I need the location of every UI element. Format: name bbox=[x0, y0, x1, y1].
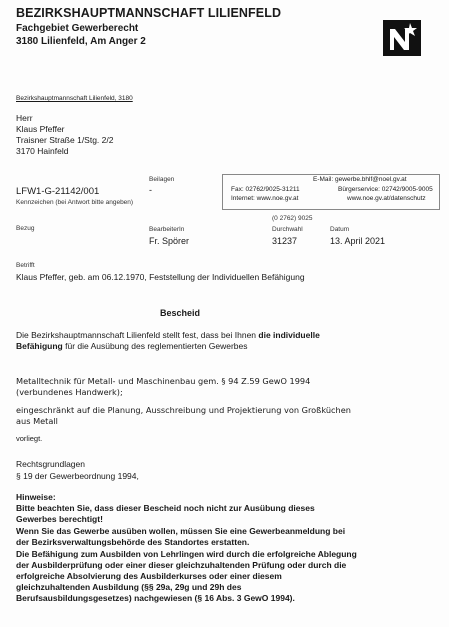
sender-line: Bezirkshauptmannschaft Lilienfeld, 3180 bbox=[16, 95, 133, 102]
authority-address: 3180 Lilienfeld, Am Anger 2 bbox=[16, 36, 146, 47]
recipient-city: 3170 Hainfeld bbox=[16, 146, 69, 156]
recipient-salutation: Herr bbox=[16, 113, 33, 123]
durchwahl-value: 31237 bbox=[272, 236, 298, 246]
service-value: 02742/9005-9005 bbox=[381, 186, 433, 193]
email-value: gewerbe.bhlf@noel.gv.at bbox=[335, 176, 407, 183]
fax-label: Fax: bbox=[231, 186, 244, 193]
bearbeiter-label: BearbeiterIn bbox=[149, 226, 185, 233]
hinweise-line-4: der Bezirksverwaltungsbehörde des Standortes erstatten. bbox=[16, 537, 250, 547]
hinweise-line-9: Berufsausbildungsgesetzes) nachgewiesen (§ 16 Abs. 3 GewO 1994). bbox=[16, 593, 295, 603]
restriction-line-2: aus Metall bbox=[16, 416, 58, 426]
reference-code: LFW1-G-21142/001 bbox=[16, 186, 100, 197]
reference-hint: Kennzeichen (bei Antwort bitte angeben) bbox=[16, 199, 134, 206]
contact-fax bbox=[231, 186, 300, 193]
internet-label: Internet: bbox=[231, 195, 255, 202]
decision-intro-bold-2: Befähigung bbox=[16, 341, 63, 351]
decision-intro-bold-1: die individuelle bbox=[258, 330, 320, 340]
email-label: E-Mail: bbox=[313, 176, 334, 183]
noe-logo-icon bbox=[383, 20, 421, 56]
fax-value: 02762/9025-31211 bbox=[245, 186, 300, 193]
bescheid-title: Bescheid bbox=[160, 308, 201, 318]
betreff-text: Klaus Pfeffer, geb. am 06.12.1970, Feststellung der Individuellen Befähigung bbox=[16, 272, 305, 282]
legal-text: § 19 der Gewerbeordnung 1994, bbox=[16, 471, 139, 481]
phone-prefix: (0 2762) 9025 bbox=[272, 215, 313, 222]
legal-label: Rechtsgrundlagen bbox=[16, 459, 85, 469]
vorliegt-text: vorliegt. bbox=[16, 434, 43, 443]
decision-intro bbox=[16, 330, 436, 352]
recipient-street: Traisner Straße 1/Stg. 2/2 bbox=[16, 135, 114, 145]
recipient-name: Klaus Pfeffer bbox=[16, 124, 65, 134]
decision-intro-text-2: für die Ausübung des reglementierten Gewerbes bbox=[62, 341, 248, 351]
hinweise-line-3: Wenn Sie das Gewerbe ausüben wollen, müssen Sie eine Gewerbeanmeldung bei bbox=[16, 526, 346, 536]
restriction-line-1: eingeschränkt auf die Planung, Ausschreibung und Projektierung von Großküchen bbox=[16, 405, 351, 415]
authority-name: BEZIRKSHAUPTMANNSCHAFT LILIENFELD bbox=[16, 6, 282, 20]
contact-email bbox=[313, 176, 407, 183]
trade-line-1: Metalltechnik für Metall- und Maschinenbau gem. § 94 Z.59 GewO 1994 bbox=[16, 376, 311, 386]
trade-line-2: (verbundenes Handwerk); bbox=[16, 387, 123, 397]
beilagen-value: - bbox=[149, 185, 152, 195]
hinweise-line-2: Gewerbes berechtigt! bbox=[16, 514, 103, 524]
beilagen-label: Beilagen bbox=[149, 176, 175, 183]
contact-internet bbox=[231, 195, 298, 202]
hinweise-line-6: der Ausbilderprüfung oder einer dieser gleichzuhaltenden Prüfung oder durch die bbox=[16, 560, 347, 570]
datum-label: Datum bbox=[330, 226, 350, 233]
hinweise-line-1: Bitte beachten Sie, dass dieser Bescheid noch nicht zur Ausübung dieses bbox=[16, 503, 315, 513]
betreff-label: Betrifft bbox=[16, 262, 35, 269]
decision-intro-text-1: Die Bezirkshauptmannschaft Lilienfeld stellt fest, dass bei Ihnen bbox=[16, 330, 259, 340]
department-name: Fachgebiet Gewerberecht bbox=[16, 23, 139, 34]
hinweise-line-5: Die Befähigung zum Ausbilden von Lehrlingen wird durch die erfolgreiche Ablegung bbox=[16, 549, 357, 559]
durchwahl-label: Durchwahl bbox=[272, 226, 303, 233]
datum-value: 13. April 2021 bbox=[330, 236, 386, 246]
hinweise-line-8: gleichzuhaltenden Ausbildung (§§ 29a, 29g und 29h des bbox=[16, 582, 242, 592]
hinweise-label: Hinweise: bbox=[16, 492, 56, 502]
bearbeiter-value: Fr. Spörer bbox=[149, 236, 190, 246]
service-label: Bürgerservice: bbox=[338, 186, 380, 193]
privacy-link: www.noe.gv.at/datenschutz bbox=[347, 195, 426, 202]
hinweise-line-7: erfolgreiche Absolvierung des Ausbilderkurses oder einer diesem bbox=[16, 571, 282, 581]
contact-service bbox=[338, 186, 433, 193]
internet-value: www.noe.gv.at bbox=[256, 195, 299, 202]
bezug-label: Bezug bbox=[16, 225, 35, 232]
